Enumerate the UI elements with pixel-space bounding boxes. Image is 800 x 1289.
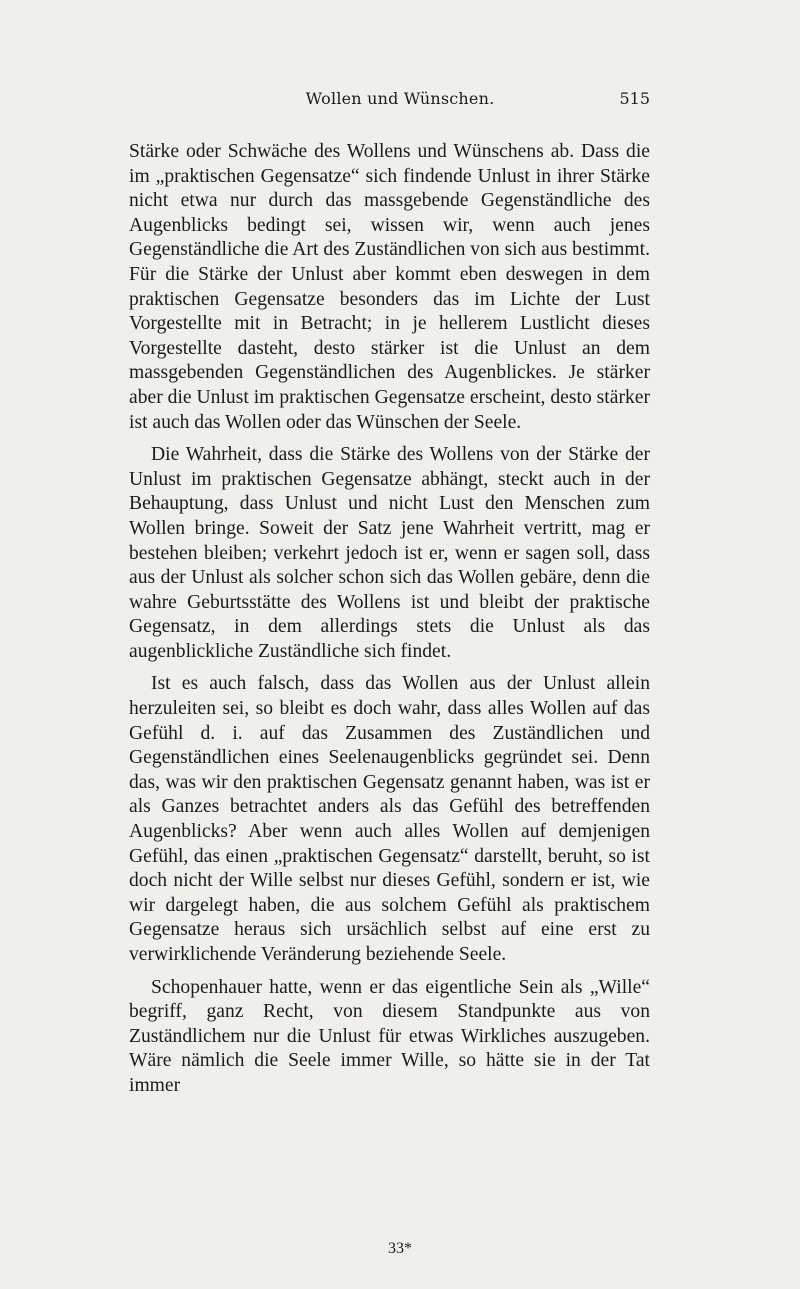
- signature-mark: 33*: [388, 1240, 412, 1257]
- page-number: 515: [619, 89, 650, 108]
- paragraph-3: Ist es auch falsch, dass das Wollen aus der Unlust allein herzuleiten sei, so bleibt es doch wahr, dass alles Wollen auf das Gefühl d. i. auf das Zusammen des Zuständlichen und Gegenständlichen eines Seelenaugenblicks gegründet sei. Denn das, was wir den praktischen Gegensatz genannt haben, was ist er als Ganzes betrachtet anders als das Gefühl des betreffenden Augenblicks? Aber wenn auch alles Wollen auf demjenigen Gefühl, das einen „praktischen Gegensatz“ darstellt, beruht, so ist doch nicht der Wille selbst nur dieses Gefühl, sondern er ist, wie wir dargelegt haben, die aus solchem Gefühl als praktischem Gegensatze heraus sich ursächlich selbst auf eine erst zu verwirklichende Veränderung beziehende Seele.: [129, 673, 650, 965]
- body-text: [129, 140, 650, 1099]
- running-title: Wollen und Wünschen.: [305, 89, 495, 108]
- paragraph-4: Schopenhauer hatte, wenn er das eigentliche Sein als „Wille“ begriff, ganz Recht, von diesem Standpunkte aus von Zuständlichem nur die Unlust für etwas Wirkliches auszugeben. Wäre nämlich die Seele immer Wille, so hätte sie in der Tat immer: [129, 976, 650, 1096]
- paragraph-2: Die Wahrheit, dass die Stärke des Wollens von der Stärke der Unlust im praktischen Gegensatze abhängt, steckt auch in der Behauptung, dass Unlust und nicht Lust den Menschen zum Wollen bringe. Soweit der Satz jene Wahrheit vertritt, mag er bestehen bleiben; verkehrt jedoch ist er, wenn er sagen soll, dass aus der Unlust als solcher schon sich das Wollen gebäre, denn die wahre Geburtsstätte des Wollens ist und bleibt der praktische Gegensatz, in dem allerdings stets die Unlust als das augenblickliche Zuständliche sich findet.: [129, 444, 650, 662]
- paragraph-1: Stärke oder Schwäche des Wollens und Wünschens ab. Dass die im „praktischen Gegensatze“ sich findende Unlust in ihrer Stärke nicht etwa nur durch das massgebende Gegenständliche des Augenblicks bedingt sei, wissen wir, wenn auch jenes Gegenständliche die Art des Zuständlichen von sich aus bestimmt. Für die Stärke der Unlust aber kommt eben deswegen in dem praktischen Gegensatze besonders das im Lichte der Lust Vorgestellte mit in Betracht; in je hellerem Lustlicht dieses Vorgestellte dasteht, desto stärker ist die Unlust an dem massgebenden Gegenständlichen des Augenblickes. Je stärker aber die Unlust im praktischen Gegensatze erscheint, desto stärker ist auch das Wollen oder das Wünschen der Seele.: [129, 141, 650, 433]
